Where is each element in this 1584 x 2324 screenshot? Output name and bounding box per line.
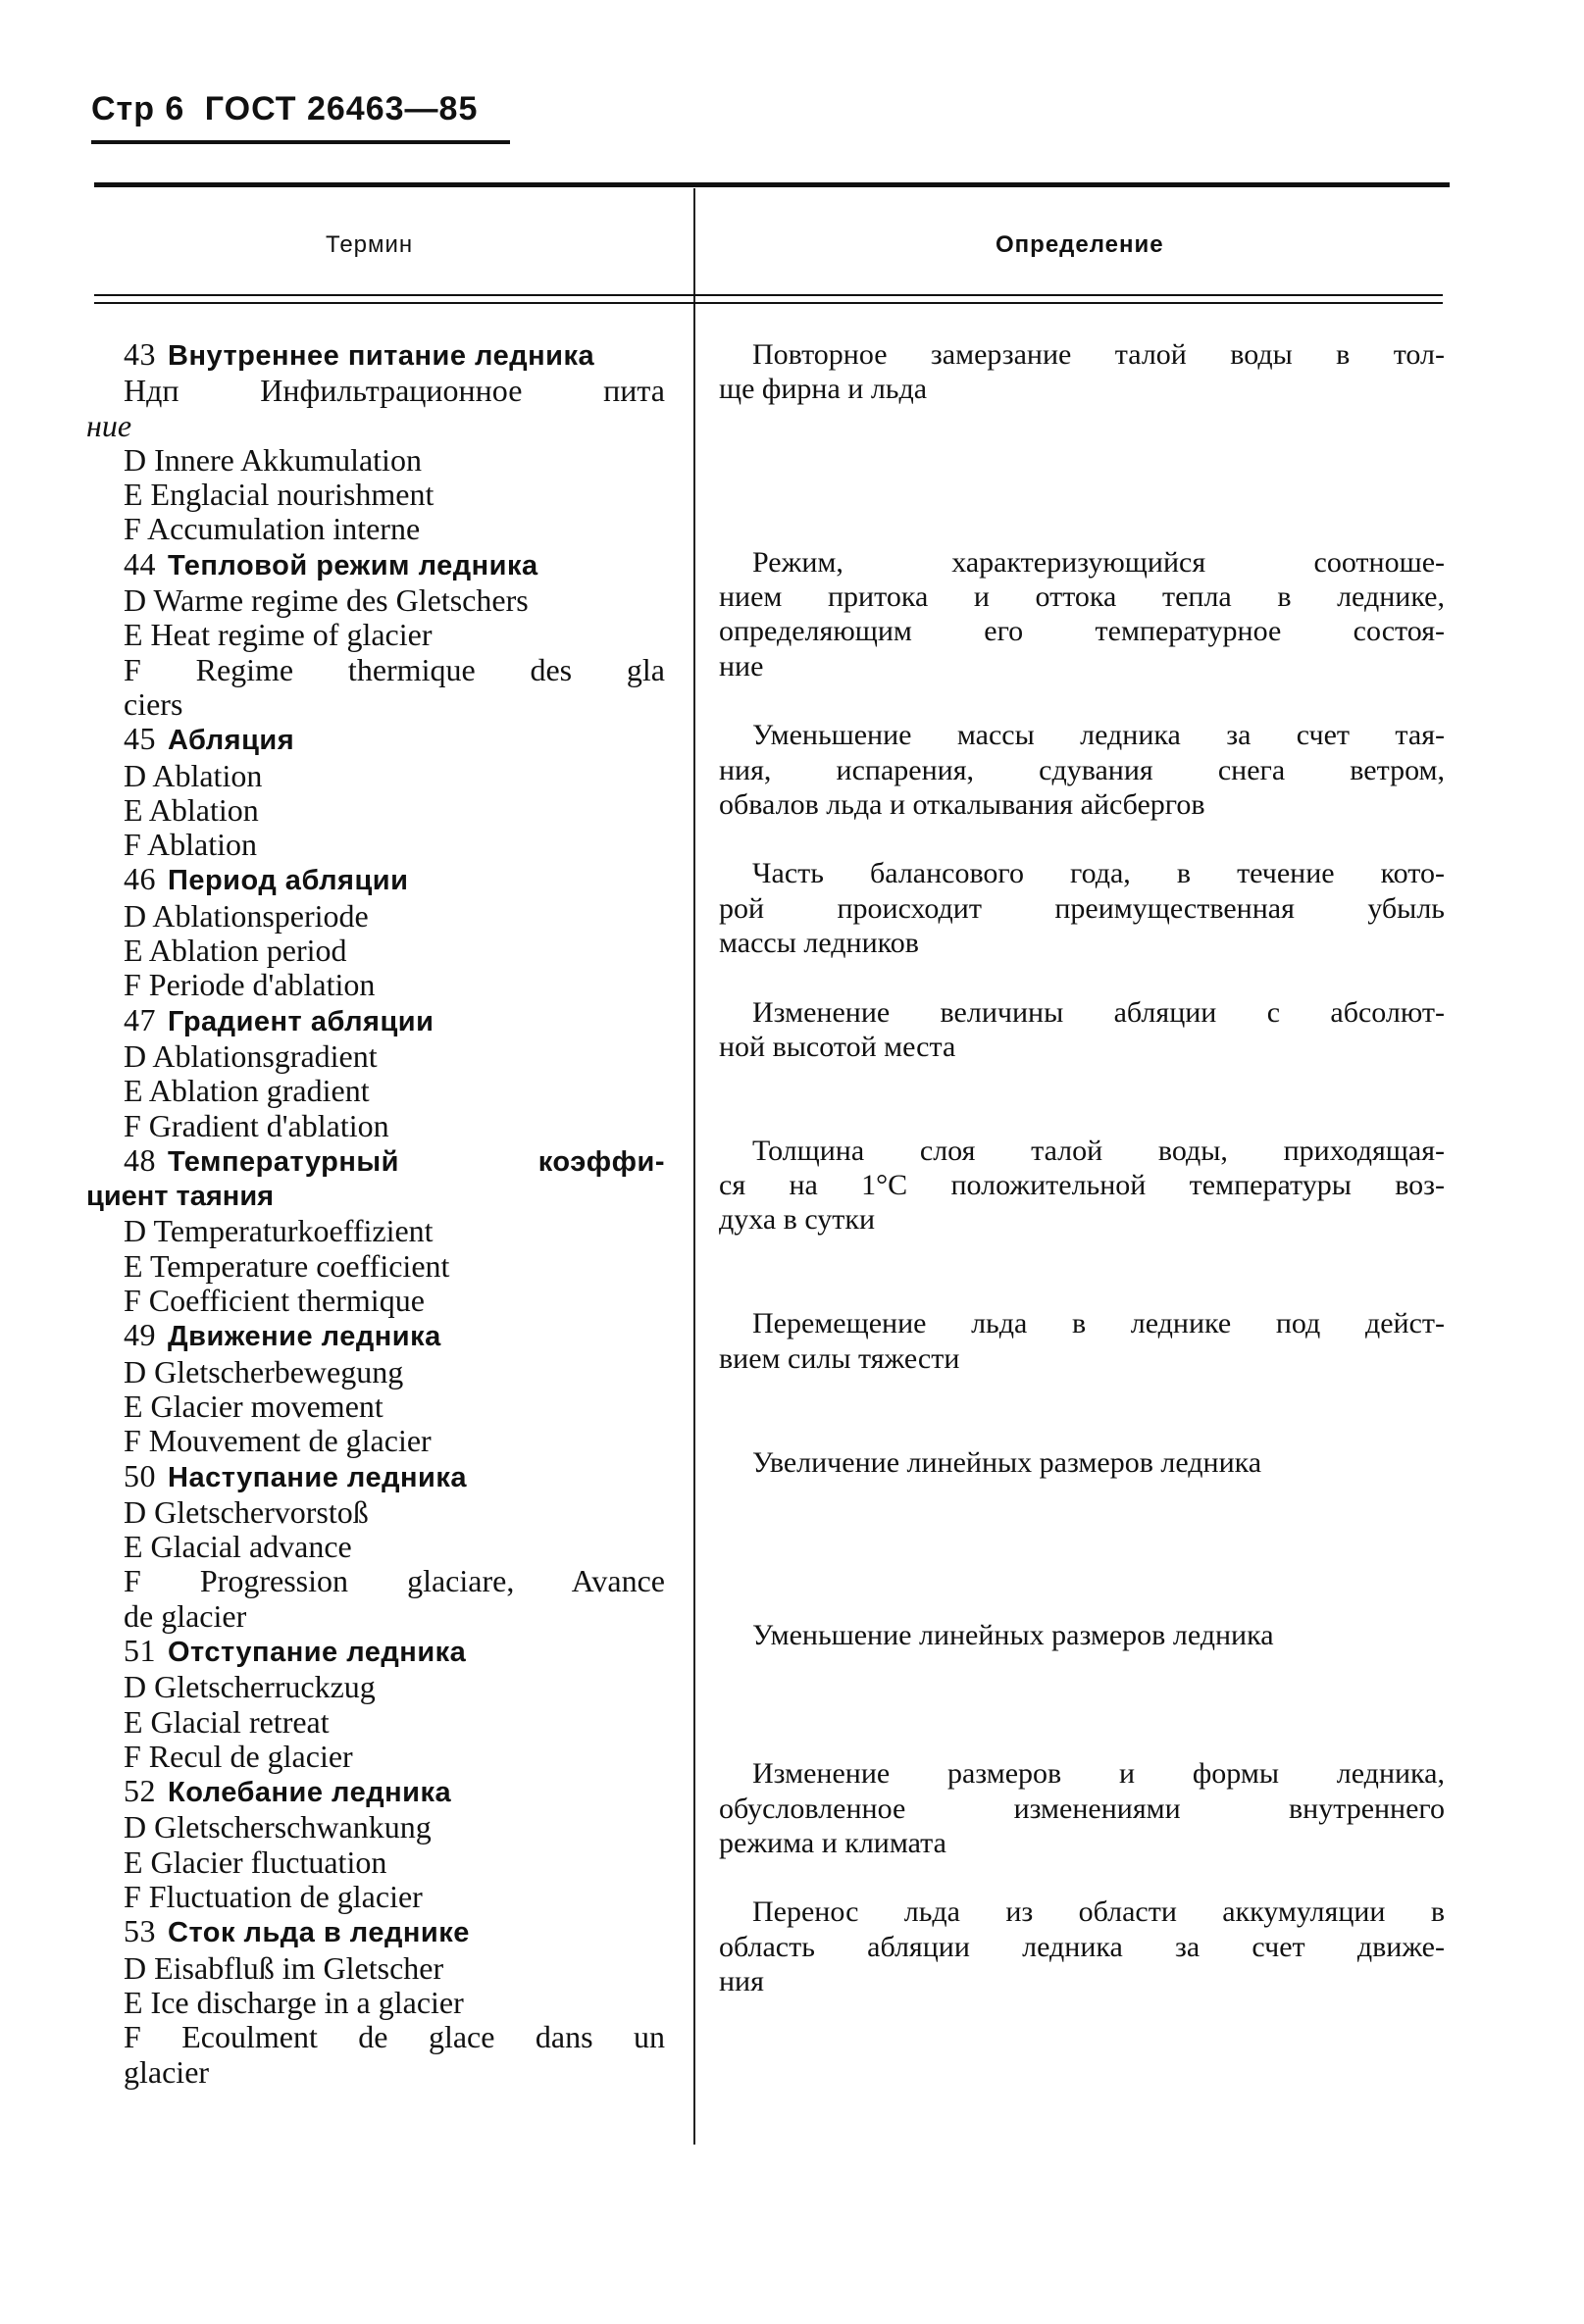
definition-line: обусловленное изменениями внутреннего	[719, 1792, 1445, 1825]
term-column	[86, 337, 665, 2090]
term-french: F Gradient d'ablation	[124, 1107, 389, 1143]
definition-entry	[719, 718, 1445, 856]
term-french: F Ablation	[124, 827, 258, 863]
term-entry	[86, 1914, 665, 2089]
term-english: E Englacial nourishment	[124, 477, 434, 513]
header-double-rule	[94, 302, 1443, 304]
table-top-rule	[94, 182, 1450, 187]
term-entry	[86, 1143, 665, 1318]
definition-line: Перемещение льда в леднике под дейст-	[752, 1307, 1445, 1340]
definition-entry	[719, 545, 1445, 719]
definition-entry	[719, 995, 1445, 1134]
term-french: glacier	[124, 2053, 210, 2090]
term-entry	[86, 1634, 665, 1774]
term-french: F Coefficient thermique	[124, 1283, 425, 1319]
term-heading	[86, 1143, 665, 1180]
definition-line: ния, испарения, сдувания снега ветром,	[719, 753, 1445, 786]
definition-line: определяющим его температурное состоя-	[719, 615, 1445, 648]
term-entry	[86, 722, 665, 862]
term-heading	[86, 1003, 665, 1039]
rejected-term-line: ние	[86, 407, 132, 443]
term-entry	[86, 1459, 665, 1634]
definition-entry	[719, 1756, 1445, 1895]
term-title: Градиент абляции	[168, 1005, 434, 1037]
term-title: Колебание ледника	[168, 1777, 452, 1809]
term-entry	[86, 1774, 665, 1914]
term-french: F Recul de glacier	[124, 1738, 353, 1774]
term-french: F Accumulation interne	[124, 511, 421, 547]
term-french: F Fluctuation de glacier	[124, 1879, 423, 1915]
column-header-term: Термин	[326, 231, 414, 258]
term-title: Отступание ледника	[168, 1636, 467, 1668]
term-french: F Ecoulment de glace dans un	[124, 2019, 665, 2055]
term-number: 49	[124, 1317, 156, 1353]
term-title: Внутреннее питание ледника	[168, 340, 595, 372]
term-french: F Regime thermique des gla	[124, 651, 665, 687]
term-heading	[86, 862, 665, 898]
definition-line: Изменение величины абляции с абсолют-	[752, 995, 1445, 1029]
header-rule	[91, 140, 510, 144]
definition-line: Уменьшение массы ледника за счет тая-	[752, 719, 1445, 752]
term-entry	[86, 1318, 665, 1458]
term-number: 47	[124, 1001, 156, 1037]
term-entry	[86, 337, 665, 547]
term-number: 51	[124, 1632, 156, 1668]
term-number: 53	[124, 1913, 156, 1949]
term-german: D Eisabfluß im Gletscher	[124, 1949, 444, 1986]
term-english: E Glacier movement	[124, 1388, 383, 1424]
term-heading	[86, 1318, 665, 1354]
term-german: D Warme regime des Gletschers	[124, 582, 529, 619]
term-heading	[86, 722, 665, 758]
term-english: E Glacier fluctuation	[124, 1844, 387, 1880]
term-german: D Ablationsgradient	[124, 1037, 378, 1074]
definition-line: рой происходит преимущественная убыль	[719, 891, 1445, 925]
term-number: 50	[124, 1457, 156, 1493]
definition-line: ния	[719, 1965, 764, 1998]
term-heading	[86, 1634, 665, 1670]
term-entry	[86, 547, 665, 722]
term-french: de glacier	[124, 1597, 247, 1634]
term-german: D Temperaturkoeffizient	[124, 1213, 434, 1249]
term-number: 46	[124, 861, 156, 897]
term-number: 52	[124, 1773, 156, 1809]
definition-line: ной высотой места	[719, 1030, 956, 1063]
term-english: E Temperature coefficient	[124, 1247, 450, 1284]
term-german: D Gletscherschwankung	[124, 1809, 432, 1845]
term-title: Сток льда в леднике	[168, 1917, 470, 1949]
term-heading	[86, 547, 665, 583]
term-title: Наступание ледника	[168, 1461, 467, 1493]
term-heading	[86, 337, 665, 374]
definition-line: ние	[719, 649, 764, 682]
term-title: Период абляции	[168, 865, 409, 897]
definition-line: область абляции ледника за счет движе-	[719, 1930, 1445, 1963]
page-header	[91, 90, 478, 128]
term-english: E Ablation period	[124, 933, 347, 969]
term-entry	[86, 1003, 665, 1143]
column-header-definition: Определение	[996, 231, 1164, 258]
definition-line: Перенос льда из области аккумуляции в	[752, 1895, 1445, 1929]
term-german: D Innere Akkumulation	[124, 441, 422, 478]
term-german: D Ablation	[124, 757, 263, 793]
rejected-term-line: Ндп Инфильтрационное пита	[124, 373, 665, 409]
definition-entry	[719, 1895, 1445, 2068]
term-french: F Mouvement de glacier	[124, 1423, 432, 1459]
term-english: E Heat regime of glacier	[124, 617, 433, 653]
term-heading	[86, 1774, 665, 1810]
term-number: 44	[124, 545, 156, 581]
definition-entry	[719, 337, 1445, 545]
term-number: 45	[124, 721, 156, 757]
term-german: D Gletschervorstoß	[124, 1493, 369, 1530]
term-french: ciers	[124, 685, 183, 722]
definition-line: Изменение размеров и формы ледника,	[752, 1757, 1445, 1791]
term-english: E Ablation	[124, 791, 259, 828]
term-number: 48	[124, 1141, 156, 1178]
definition-line: Уменьшение линейных размеров ледника	[752, 1619, 1274, 1652]
term-heading	[86, 1914, 665, 1950]
term-english: E Ice discharge in a glacier	[124, 1984, 464, 2020]
term-english: E Ablation gradient	[124, 1073, 370, 1109]
definition-entry	[719, 1134, 1445, 1307]
definition-column	[719, 337, 1445, 2068]
term-title: Температурный коэффи-	[168, 1145, 665, 1178]
definition-entry	[719, 1445, 1445, 1619]
term-french: F Progression glaciare, Avance	[124, 1563, 665, 1599]
definition-line: Режим, характеризующийся соотноше-	[752, 545, 1445, 579]
definition-line: Повторное замерзание талой воды в тол-	[752, 338, 1445, 371]
term-entry	[86, 862, 665, 1002]
page-label: Стр 6	[91, 90, 185, 127]
term-title: Тепловой режим ледника	[168, 549, 538, 581]
definition-line: Часть балансового года, в течение кото-	[752, 857, 1445, 890]
definition-line: ще фирна и льда	[719, 373, 928, 406]
term-german: D Gletscherruckzug	[124, 1669, 376, 1705]
definition-line: обвалов льда и откалывания айсбергов	[719, 787, 1205, 821]
term-heading	[86, 1459, 665, 1495]
term-german: D Gletscherbewegung	[124, 1353, 404, 1389]
term-title: Движение ледника	[168, 1321, 441, 1353]
header-double-rule	[94, 294, 1443, 296]
definition-line: Толщина слоя талой воды, приходящая-	[752, 1134, 1445, 1167]
definition-line: вием силы тяжести	[719, 1341, 960, 1375]
term-title: Абляция	[168, 725, 295, 757]
definition-line: массы ледников	[719, 927, 919, 960]
definition-line: духа в сутки	[719, 1203, 876, 1237]
definition-entry	[719, 856, 1445, 994]
definition-entry	[719, 1306, 1445, 1444]
definition-line: ся на 1°C положительной температуры воз-	[719, 1169, 1445, 1202]
term-french: F Periode d'ablation	[124, 967, 376, 1003]
definition-entry	[719, 1618, 1445, 1756]
term-number: 43	[124, 336, 156, 372]
standard-number: ГОСТ 26463—85	[204, 90, 479, 127]
term-english: E Glacial retreat	[124, 1703, 330, 1740]
column-divider	[693, 188, 695, 2145]
definition-line: нием притока и оттока тепла в леднике,	[719, 581, 1445, 614]
term-german: D Ablationsperiode	[124, 897, 369, 934]
term-title-continuation: циент таяния	[86, 1181, 275, 1213]
definition-line: режима и климата	[719, 1826, 946, 1859]
definition-line: Увеличение линейных размеров ледника	[752, 1445, 1262, 1479]
term-english: E Glacial advance	[124, 1529, 352, 1565]
